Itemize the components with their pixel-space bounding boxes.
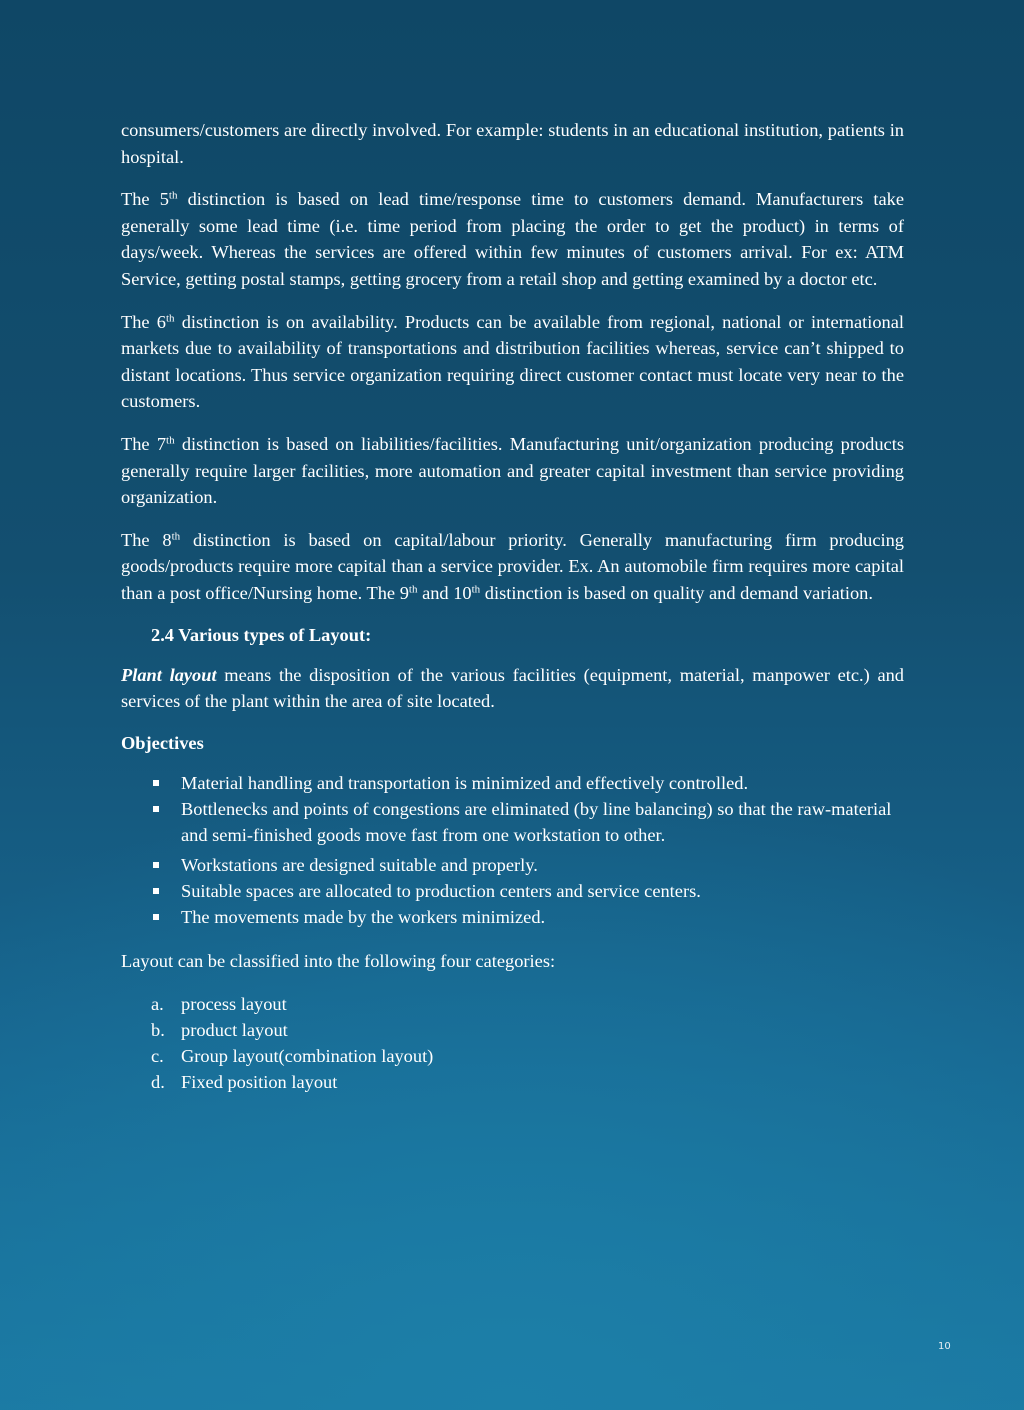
list-item	[121, 1017, 904, 1043]
plant-layout-definition	[121, 662, 904, 715]
text-run: The 6	[121, 311, 166, 332]
square-bullet-icon	[153, 862, 159, 868]
text-run: The 8	[121, 529, 172, 550]
text-run: The 5	[121, 189, 169, 210]
text-run: distinction is based on liabilities/facilities. Manufacturing unit/organization producing products generally require larger facilities, more automation and greater capital investment than service providing organization.	[121, 433, 904, 508]
list-item	[121, 904, 904, 930]
list-item-text: The movements made by the workers minimized.	[181, 906, 546, 927]
list-letter: b.	[151, 1020, 165, 1041]
text-run: distinction is based on capital/labour priority. Generally manufacturing firm producing goods/products require more capital than a service provider. Ex. An automobile firm requires more capital than a post office/Nursing home. The 9	[121, 529, 904, 603]
superscript: th	[471, 583, 481, 596]
list-item-text: product layout	[181, 1020, 288, 1041]
list-item-text: Material handling and transportation is minimized and effectively controlled.	[181, 772, 749, 793]
list-letter: d.	[151, 1072, 165, 1093]
definition-term: Plant layout	[121, 664, 217, 685]
superscript: th	[166, 434, 175, 447]
list-item-text: Suitable spaces are allocated to production centers and service centers.	[181, 880, 701, 901]
definition-text: means the disposition of the various facilities (equipment, material, manpower etc.) and services of the plant within the area of site located.	[121, 664, 904, 712]
list-item-text: Group layout(combination layout)	[181, 1046, 434, 1067]
superscript: th	[165, 311, 175, 324]
categories-list	[121, 991, 904, 1095]
list-item	[121, 796, 904, 848]
list-item-text: Bottlenecks and points of congestions are eliminated (by line balancing) so that the raw-material and semi-finished goods move fast from one workstation to other.	[181, 798, 892, 845]
list-letter: a.	[151, 994, 164, 1015]
superscript: th	[408, 583, 418, 596]
section-heading: 2.4 Various types of Layout:	[151, 624, 372, 645]
text-run: The 7	[121, 433, 167, 454]
categories-intro: Layout can be classified into the following four categories:	[121, 950, 556, 971]
page-number: 10	[938, 1341, 951, 1352]
square-bullet-icon	[153, 914, 159, 920]
list-item-text: Workstations are designed suitable and properly.	[181, 854, 538, 875]
list-item	[121, 852, 904, 878]
list-item	[121, 878, 904, 904]
list-item	[121, 1069, 904, 1095]
list-item	[121, 991, 904, 1017]
list-item-text: process layout	[181, 994, 287, 1015]
paragraph-fifth-distinction	[121, 186, 904, 292]
list-item-text: Fixed position layout	[181, 1072, 338, 1093]
superscript: th	[168, 189, 178, 202]
page-content	[121, 117, 904, 1095]
text-run: distinction is on availability. Products can be available from regional, national or international markets due to availability of transportations and distribution facilities whereas, service can’t shipped to distant locations. Thus service organization requiring direct customer contact must locate very near to the customers.	[121, 311, 904, 412]
list-item	[121, 1043, 904, 1069]
text-run: distinction is based on quality and demand variation.	[480, 582, 873, 603]
text-run: and 10	[417, 582, 472, 603]
paragraph-eighth-distinction	[121, 527, 904, 607]
list-item	[121, 770, 904, 796]
superscript: th	[171, 530, 181, 543]
square-bullet-icon	[153, 806, 159, 812]
objectives-heading: Objectives	[121, 732, 204, 753]
objectives-list	[121, 770, 904, 930]
square-bullet-icon	[153, 780, 159, 786]
paragraph-seventh-distinction	[121, 431, 904, 511]
paragraph-sixth-distinction	[121, 309, 904, 415]
paragraph-continuation: consumers/customers are directly involved. For example: students in an educational institution, patients in hospital.	[121, 120, 904, 167]
text-run: distinction is based on lead time/response time to customers demand. Manufacturers take generally some lead time (i.e. time period from placing the order to get the product) in terms of days/week. Whereas the services are offered within few minutes of customers arrival. For ex: ATM Service, getting postal stamps, getting grocery from a retail shop and getting examined by a doctor etc.	[121, 189, 904, 289]
square-bullet-icon	[153, 888, 159, 894]
list-letter: c.	[151, 1046, 164, 1067]
